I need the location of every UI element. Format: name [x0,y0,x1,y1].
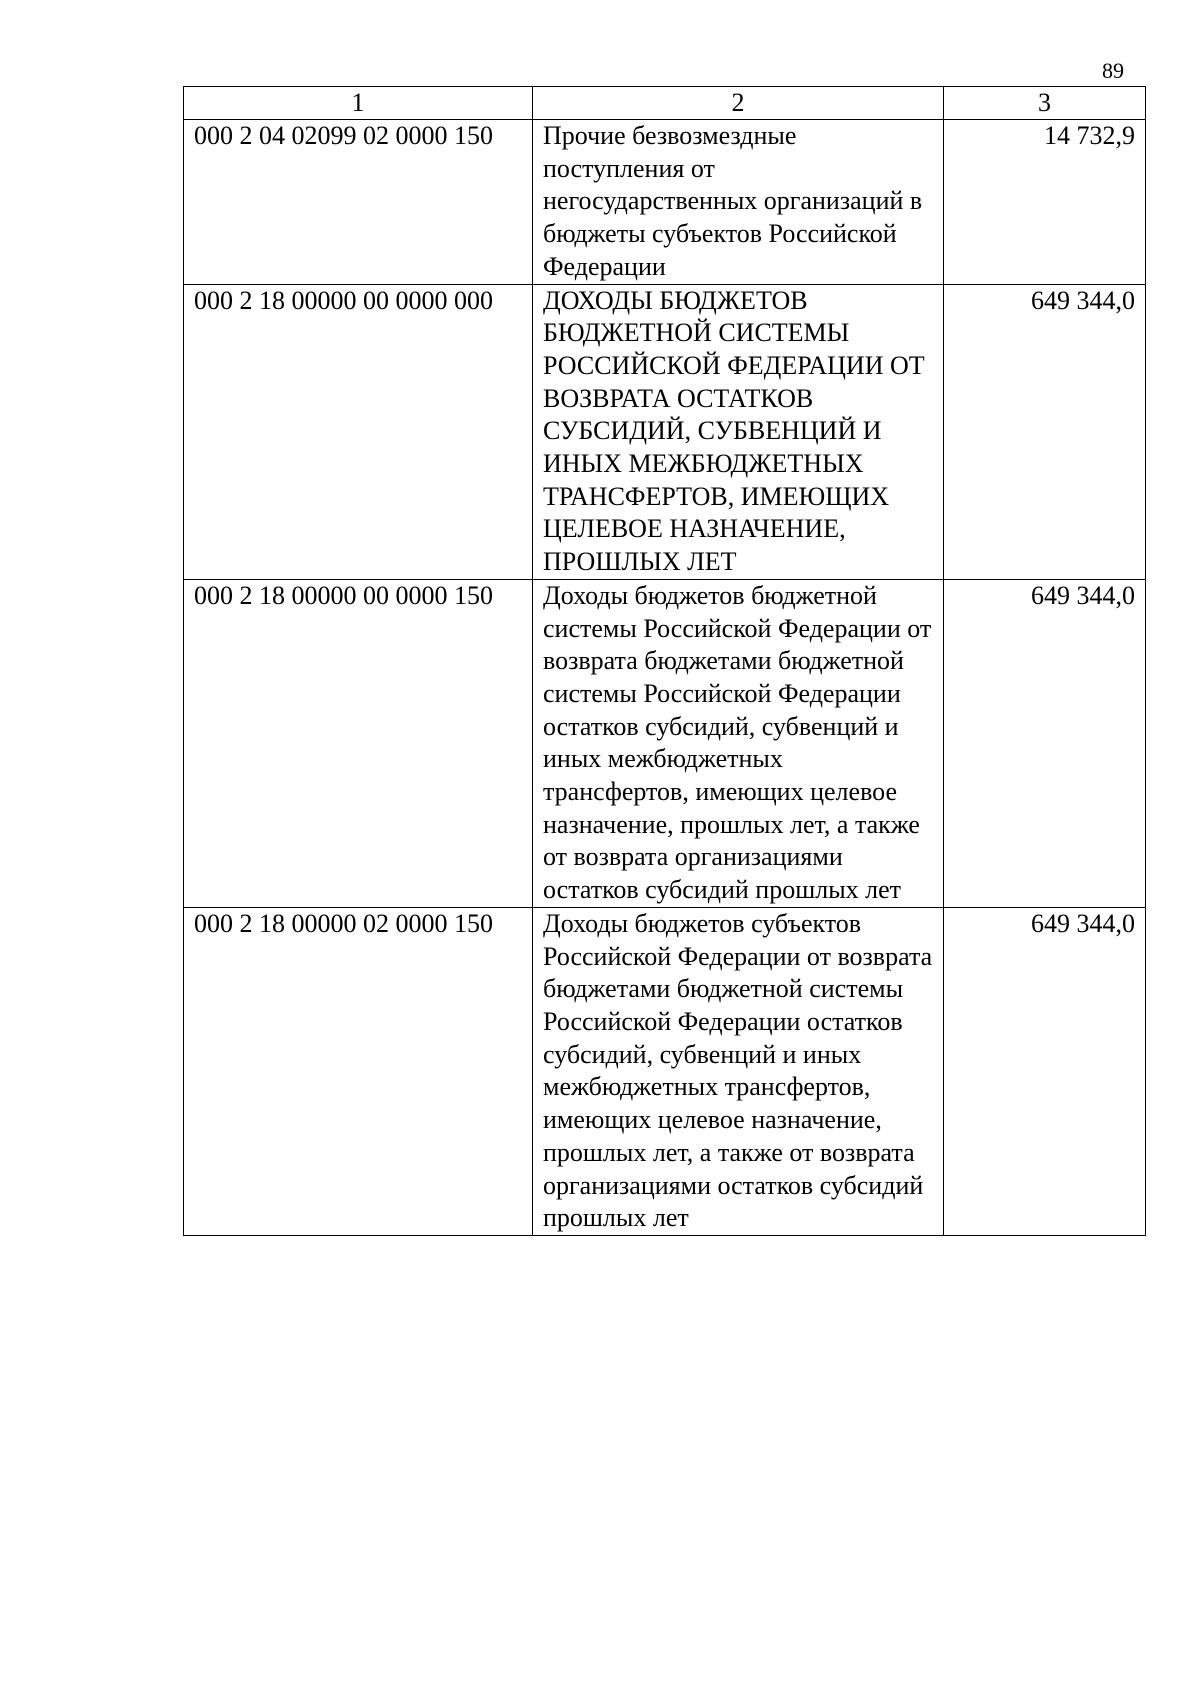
table-row [184,120,1146,285]
column-header-name: 2 [533,87,944,120]
budget-code-cell: 000 2 18 00000 00 0000 000 [184,284,533,579]
page-number: 89 [1102,58,1124,83]
table-row [184,579,1146,907]
amount-cell: 14 732,9 [944,120,1146,285]
table-row [184,284,1146,579]
revenue-name-cell: Доходы бюджетов субъектов Российской Федерации от возврата бюджетами бюджетной системы Российской Федерации остатков субсидий, субвенций и иных межбюджетных трансфертов, имеющих целевое назначение, прошлых лет, а также от возврата организациями остатков субсидий прошлых лет [533,907,944,1235]
amount-cell: 649 344,0 [944,579,1146,907]
budget-code-cell: 000 2 18 00000 00 0000 150 [184,579,533,907]
revenue-name-cell: ДОХОДЫ БЮДЖЕТОВ БЮДЖЕТНОЙ СИСТЕМЫ РОССИЙСКОЙ ФЕДЕРАЦИИ ОТ ВОЗВРАТА ОСТАТКОВ СУБСИДИЙ, СУБВЕНЦИЙ И ИНЫХ МЕЖБЮДЖЕТНЫХ ТРАНСФЕРТОВ, ИМЕЮЩИХ ЦЕЛЕВОЕ НАЗНАЧЕНИЕ, ПРОШЛЫХ ЛЕТ [533,284,944,579]
column-header-amount: 3 [944,87,1146,120]
amount-cell: 649 344,0 [944,907,1146,1235]
revenue-name-cell: Прочие безвозмездные поступления от негосударственных организаций в бюджеты субъектов Российской Федерации [533,120,944,285]
budget-code-cell: 000 2 04 02099 02 0000 150 [184,120,533,285]
budget-code-cell: 000 2 18 00000 02 0000 150 [184,907,533,1235]
column-header-code: 1 [184,87,533,120]
amount-cell: 649 344,0 [944,284,1146,579]
budget-revenue-table [183,86,1146,1236]
revenue-name-cell: Доходы бюджетов бюджетной системы Российской Федерации от возврата бюджетами бюджетной системы Российской Федерации остатков субсидий, субвенций и иных межбюджетных трансфертов, имеющих целевое назначение, прошлых лет, а также от возврата организациями остатков субсидий прошлых лет [533,579,944,907]
table-header-row [184,87,1146,120]
table-row [184,907,1146,1235]
